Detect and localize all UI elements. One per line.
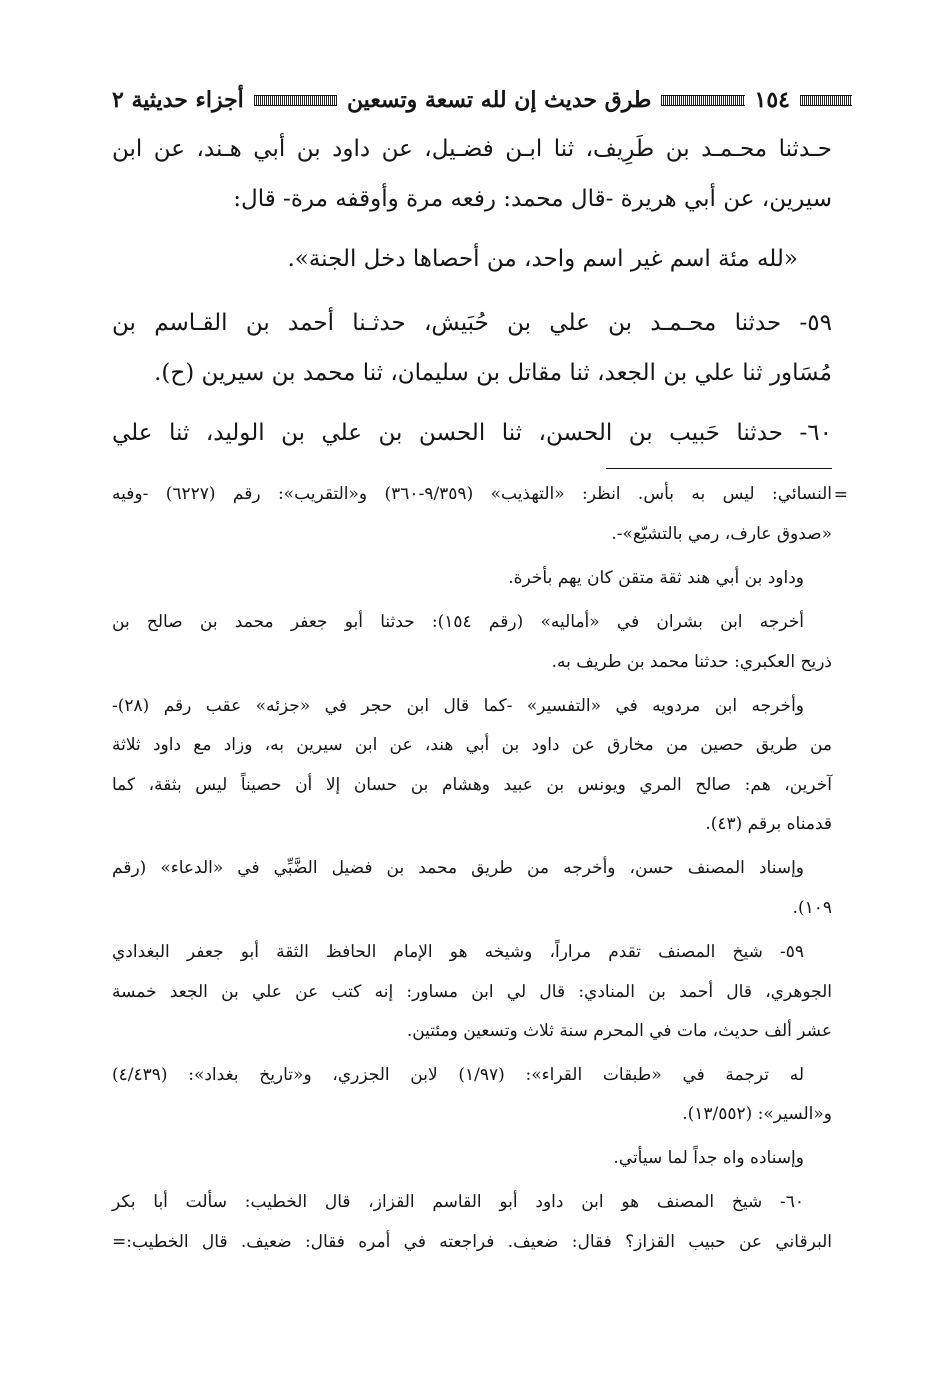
footnote-line: النسائي: ليس به بأس. انظر: «التهذيب» (٩/٣٥٩-٣٦٠) و«التقريب»: رقم (٦٢٢٧) -وفيه — [112, 484, 832, 504]
main-text-line: سيرين، عن أبي هريرة -قال محمد: رفعه مرة وأوقفه مرة- قال: — [233, 186, 832, 212]
footnote-line: ١٠٩). — [792, 898, 832, 918]
footnote-line: آخرين، هم: صالح المري ويونس بن عبيد وهشام بن حسان إلا أن حصيناً ليس بثقة، كما — [112, 775, 832, 795]
footnote-line: وداود بن أبي هند ثقة متقن كان يهم بأخرة. — [508, 568, 804, 588]
footnote-line: وإسناد المصنف حسن، وأخرجه من طريق محمد بن فضيل الضَّبِّي في «الدعاء» (رقم — [112, 858, 804, 878]
footnote-line: له ترجمة في «طبقات القراء»: (١/٩٧) لابن الجزري، و«تاريخ بغداد»: (٤/٤٣٩) — [112, 1065, 804, 1085]
main-text-line: حـدثنا محـمـد بن طَرِيف، ثنا ابـن فضـيل، عن داود بن أبي هـند، عن ابن — [112, 136, 832, 162]
header-ornament-rule — [800, 95, 852, 106]
footnote-line: من طريق حصين من مخارق عن داود بن أبي هند، عن ابن سيرين به، وزاد مع داود ثلاثة — [112, 735, 832, 755]
main-text-line: مُسَاور ثنا علي بن الجعد، ثنا مقاتل بن سليمان، ثنا محمد بن سيرين (ح). — [154, 360, 832, 386]
main-text-line: ٦٠- حدثنا حَبيب بن الحسن، ثنا الحسن بن علي بن الوليد، ثنا علي — [112, 420, 832, 446]
footnote-line: ٦٠- شيخ المصنف هو ابن داود أبو القاسم القزاز، قال الخطيب: سألت أبا بكر — [112, 1192, 804, 1212]
footnote-line: البرقاني عن حبيب القزاز؟ فقال: ضعيف. فراجعته في أمره فقال: ضعيف. قال الخطيب:= — [112, 1232, 832, 1252]
footnote-line: الجوهري، قال أحمد بن المنادي: قال لي ابن مساور: إنه كتب عن علي بن الجعد خمسة — [112, 982, 832, 1002]
footnote-line: قدمناه برقم (٤٣). — [705, 814, 832, 834]
footnote-line: وإسناده واه جداً لما سيأتي. — [613, 1148, 804, 1168]
continuation-mark: = — [833, 485, 848, 505]
header-ornament-rule — [661, 95, 744, 106]
running-header — [112, 84, 852, 116]
series-title: أجزاء حديثية ٢ — [112, 87, 244, 113]
footnote-line: ذريح العكبري: حدثنا محمد بن طريف به. — [551, 652, 832, 672]
footnote-line: و«السير»: (١٣/٥٥٢). — [682, 1104, 832, 1124]
header-ornament-rule — [254, 95, 337, 106]
main-text-line: ٥٩- حدثنا محـمـد بن علي بن حُبَيش، حدثـنا أحمد بن القـاسم بن — [112, 310, 832, 336]
page-number: ١٥٤ — [754, 87, 790, 113]
footnote-line: ٥٩- شيخ المصنف تقدم مراراً، وشيخه هو الإمام الحافظ الثقة أبو جعفر البغدادي — [112, 942, 804, 962]
book-title: طرق حديث إن لله تسعة وتسعين — [346, 87, 652, 113]
footnote-line: «صدوق عارف، رمي بالتشيّع»-. — [611, 524, 832, 544]
footnote-line: وأخرجه ابن مردويه في «التفسير» -كما قال ابن حجر في «جزئه» عقب رقم (٢٨)- — [112, 696, 804, 716]
footnote-line: عشر ألف حديث، مات في المحرم سنة ثلاث وتسعين ومئتين. — [406, 1021, 832, 1041]
footnote-separator — [606, 468, 832, 469]
hadith-quote: «لله مئة اسم غير اسم واحد، من أحصاها دخل الجنة». — [287, 246, 798, 272]
footnote-line: أخرجه ابن بشران في «أماليه» (رقم ١٥٤): حدثنا أبو جعفر محمد بن صالح بن — [112, 612, 804, 632]
